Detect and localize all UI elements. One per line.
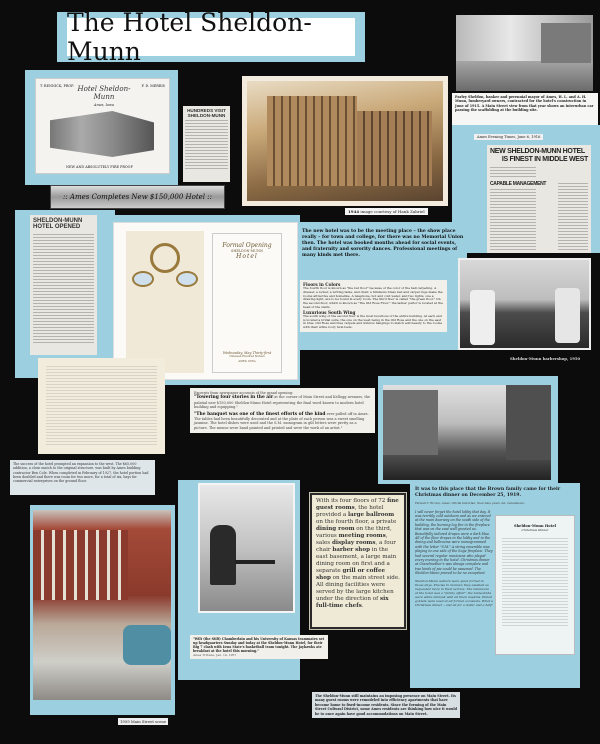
expansion-text: The success of the hotel prompted an expansion to the west. The $65,000 addition, a close match to the original structure, was built by Ames building contractor Ben Cole. When completed in February of 1927, the hotel portion had been doubled and there was room for two more, for a total of six, bays for commercial enterprises on the ground floor. (10, 460, 155, 495)
wilt-quote-box: "Wilt (the Stilt) Chamberlain and his University of Kansas teammates set up headquarters Sunday and today at the Sheldon-Munn Hotel, for their Big 7 clash with Iowa State's basketball team tonight. The Jayhawks ate breakfast at the hotel this morning." Ames Tribune, Jan. 14, 1957 (190, 635, 328, 659)
times-label: Ames Evening Times, June 6, 1916 (474, 134, 543, 140)
hotel-drawing (50, 111, 154, 157)
photo-1944-caption: 1944 image courtesy of Hank Zabriel (345, 208, 428, 215)
clipping-hundreds-visit: HUNDREDS VISIT SHELDON-MUNN (183, 106, 230, 182)
barbershop-caption: Sheldon-Munn barbershop, 1950 (510, 356, 581, 361)
wilt-chamberlain-photo (198, 483, 295, 613)
main-street-1959-caption: 1959 Main Street scene (120, 719, 167, 724)
barbershop-photo (458, 258, 591, 350)
clipping-new-sheldon-munn: NEW SHELDON-MUNN HOTEL IS FINEST IN MIDDLE WEST CAPABLE MANAGEMENT (487, 145, 591, 253)
christmas-menu-card: Sheldon-Munn Hotel Christmas Dinner (495, 515, 575, 655)
title-banner (57, 8, 365, 66)
sm-monogram-icon (150, 243, 180, 273)
meeting-place-text: The new hotel was to be the meeting place – the show place really – for town and college, for there was no Memorial Union then. The hotel was booked months ahead for social events, and fraternity and sorority dances. Professional meetings of many kinds met there. (302, 229, 464, 258)
main-street-1959-photo (33, 510, 171, 700)
page-title: The Hotel Sheldon-Munn (67, 18, 355, 56)
ames-completes-banner: :: Ames Completes New $150,000 Hotel :: (50, 185, 225, 209)
opening-clipping-blurred (38, 358, 165, 454)
features-box: With its four floors of 72 fine guest rooms, the hotel provided a large ballroom on the fourth floor, a private dining room on the third, various meeting rooms, sales display rooms, a four chair barber shop in the east basement, a large main dining room on first and a separate grill or coffee shop on the main street side. All dining facilities were served by the large kitchen under the direction of six full-time chefs. (310, 493, 406, 629)
formal-opening-booklet (113, 222, 298, 380)
main-street-1915-photo (456, 15, 593, 91)
hotel-1944-photo-frame (242, 76, 448, 206)
hotel-1944-photo (247, 81, 443, 201)
top-right-caption: Parley Sheldon, banker and perennial mayor of Ames, H. L. and A. H. Munn, lumberyard owners, contracted for the hotel's construction in June of 1915. A Main Street view from that year shows an interurban car passing the scaffolding at the building site. (452, 93, 598, 125)
present-day-text: The Sheldon-Munn still maintains an imposing presence on Main Street. Its many guest rooms were remodeled into efficiency apartments that have become home to fixed-income residents. Since the forming of the Main Street Cultural District, some Ames residents are thinking how nice it would be to once again have good accommodations on Main Street. (312, 692, 460, 718)
clipping-hotel-opened: SHELDON-MUNN HOTEL OPENED (30, 215, 97, 355)
brown-family-panel: It was to this place that the Brown family came for their Christmas dinner on December 25, 1919. Farwell T. Brown, Ames' official historian, then nine years old, remembers: I will never forget the hotel lobby that day. It was terribly cold outdoors and as we entered at the main doorway on the south side of the building, the burning log fire in the fireplace that was on the east wall greeted us. Beautifully tailored drapes were a dark blue. All of the floor drapes in the lobby and in the dining and ballrooms were monogrammed with the letter "S.M." A string ensemble was playing to one side of the huge fireplace. They had several regular musicians who played every evening in the hotel. Christmas dinner at Grandmother's was always complete and two kinds of pie could be assumed. The Sheldon-Munn proved to be no exception! Sheldon-Munn waiters were quiet formal in those days. Precise in manner, they assisted as requested more in their service. The tableware at the hotel was a "family affair": the tablecloths were white damask with all linen napkins. Plated goblets were used at all formal occasions. What a Christmas dinner – and all for a dollar and a half! (410, 483, 580, 688)
postcard: T. RENNICK, PROP. F. D. MERRIS Hotel Sheldon-Munn Ames, Iowa NEW AND ABSOLUTELY FIRE PROOF (35, 78, 170, 174)
floors-in-colors-box: Floors in Colors The fourth floor is known as "the red floor" because of the color of the hall carpeting. A dresser, a locker, a writing table, and chair, a Simmons brass bed and carpet rugs make the rooms attractive and homelike. A telephone, hot and cold water, and two lights, one a drawing light, are to be found in every room. The third floor is called "the green floor." On the second floor, which is known as "The Old Rose Floor," the ladies' parlor is located at the head of the stairs. Luxurious South Wing The south wing of the second floor is the most luxurious of the entire building. At each end is located a bridal suite, the one on the west being in the Old Rose and the one on the east in blue. Old Rose and blue carpets and window hangings to match add beauty to the rooms with their white ivory twin beds. (300, 280, 447, 332)
opening-excerpts-box: Excerpts from newspaper accounts of the grand opening: "Towering four stories in the air at the corner of Main Street and Kellogg avenues, the palatial new $150,000 Sheldon-Munn Hotel representing the final word known to modern hotel building and equipping." "The banquet was one of the finest efforts of the kind ever pulled off in Ames. The tables had been beautifully decorated and at the plate of each person was a sweet smelling jasmine. The hotel dishes were used and the S.M. monogram in gilt letters were pretty as a picture. The menus were hand painted and printed and were the work of an artist." (190, 388, 375, 433)
booklet-cover (126, 231, 204, 373)
booklet-title-page: Formal Opening SHELDON-MUNN Hotel Wednesday, May Thirty-first Nineteen Hundred Sixteen AMES, IOWA (212, 233, 282, 373)
main-street-photo (383, 385, 551, 480)
